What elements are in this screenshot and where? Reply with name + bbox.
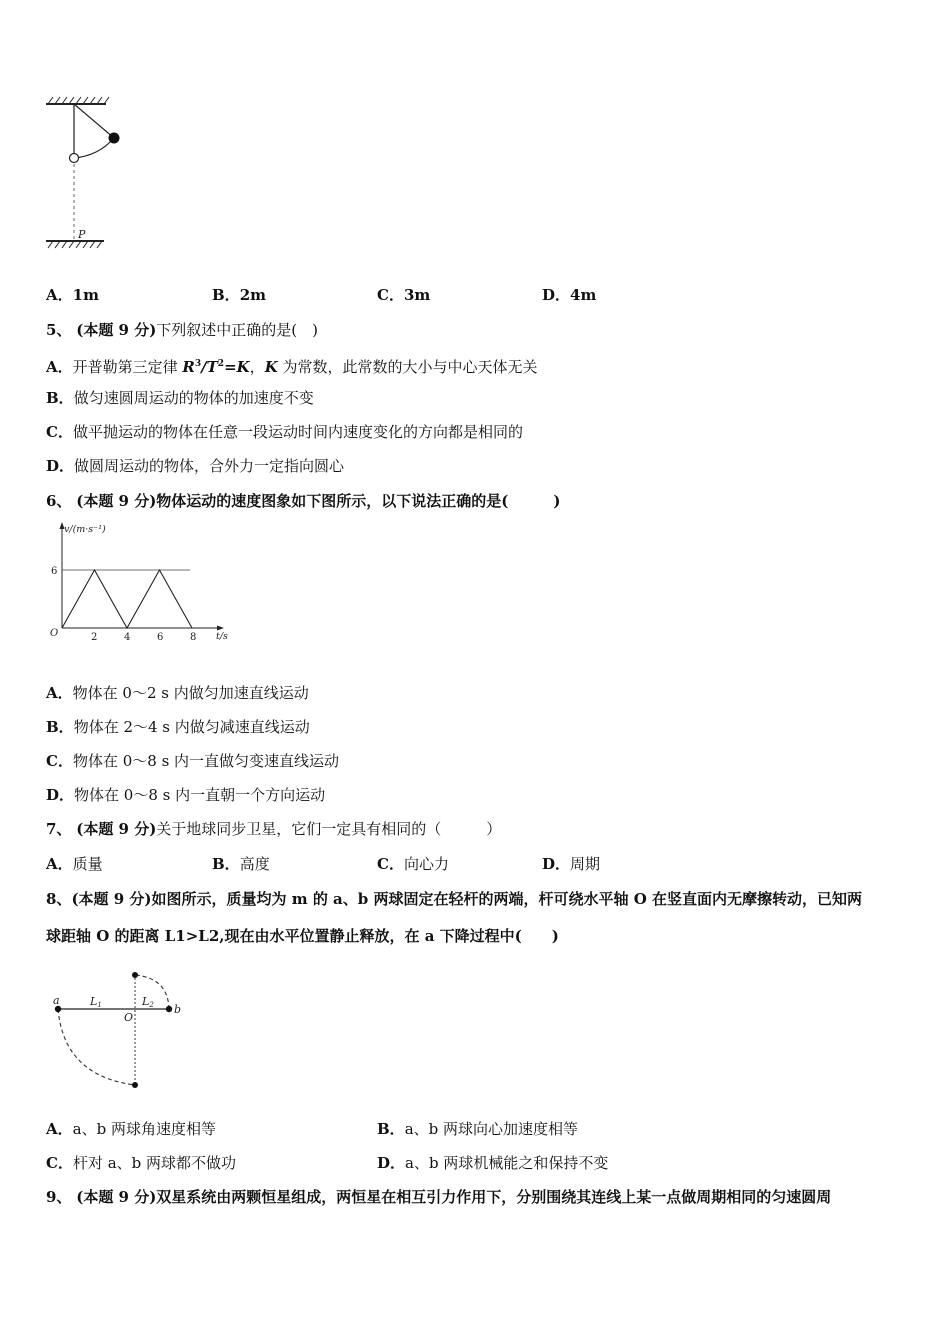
- q4-option-b[interactable]: B．2m: [212, 286, 266, 304]
- q8-option-d[interactable]: D．a、b 两球机械能之和保持不变: [377, 1154, 609, 1172]
- q6-option-a[interactable]: A．物体在 0～2 s 内做匀加速直线运动: [46, 684, 309, 702]
- ball-a-label: a: [53, 994, 60, 1007]
- rotating-rod-figure: [46, 968, 196, 1093]
- q5-option-b[interactable]: B．做匀速圆周运动的物体的加速度不变: [46, 389, 314, 407]
- q6-option-d[interactable]: D．物体在 0～8 s 内一直朝一个方向运动: [46, 786, 326, 804]
- x-tick-8: 8: [190, 632, 197, 643]
- q7-option-a[interactable]: A．质量: [46, 855, 103, 873]
- q6-option-c[interactable]: C．物体在 0～8 s 内一直做匀变速直线运动: [46, 752, 340, 770]
- pendulum-figure: [40, 92, 150, 252]
- length-l1-label: L1: [90, 995, 102, 1009]
- x-tick-6: 6: [157, 632, 164, 643]
- x-tick-4: 4: [124, 632, 131, 643]
- q8-option-a[interactable]: A．a、b 两球角速度相等: [46, 1120, 216, 1138]
- q5-option-c[interactable]: C．做平抛运动的物体在任意一段运动时间内速度变化的方向都是相同的: [46, 423, 523, 441]
- q5-option-d[interactable]: D．做圆周运动的物体，合外力一定指向圆心: [46, 457, 345, 475]
- q7-option-b[interactable]: B．高度: [212, 855, 270, 873]
- q4-option-c[interactable]: C．3m: [377, 286, 431, 304]
- q4-option-a[interactable]: A．1m: [46, 286, 99, 304]
- x-tick-2: 2: [91, 632, 98, 643]
- velocity-time-chart: [44, 518, 244, 646]
- q6-option-b[interactable]: B．物体在 2～4 s 内做匀减速直线运动: [46, 718, 310, 736]
- velocity-series-line: [62, 570, 192, 628]
- y-tick-6: 6: [51, 566, 58, 577]
- x-axis-label: t/s: [216, 631, 228, 642]
- q9-stem: 9、 (本题 9 分)双星系统由两颗恒星组成，两恒星在相互引力作用下，分别围绕其连线上某一点做周期相同的匀速圆周: [46, 1188, 832, 1206]
- q4-option-d[interactable]: D．4m: [542, 286, 597, 304]
- q5-option-a[interactable]: A．开普勒第三定律 $R^3/T^2=K$，K 为常数，此常数的大小与中心天体无关: [46, 358, 538, 376]
- q8-stem-line2: 球距轴 O 的距离 L1>L2,现在由水平位置静止释放，在 a 下降过程中( ): [46, 927, 559, 945]
- ball-b-label: b: [174, 1003, 182, 1016]
- q7-option-c[interactable]: C．向心力: [377, 855, 449, 873]
- q8-option-b[interactable]: B．a、b 两球向心加速度相等: [377, 1120, 579, 1138]
- q5-stem: 5、 (本题 9 分)下列叙述中正确的是( ): [46, 321, 319, 339]
- q8-stem-line1: 8、(本题 9 分)如图所示，质量均为 m 的 a、b 两球固定在轻杆的两端，杆可绕水平轴 O 在竖直面内无摩擦转动，已知两: [46, 890, 862, 908]
- q7-stem: 7、 (本题 9 分)关于地球同步卫星，它们一定具有相同的（ ）: [46, 820, 502, 838]
- y-axis-label: v/(m·s⁻¹): [64, 524, 106, 535]
- axis-o-label: O: [124, 1011, 134, 1024]
- length-l2-label: L2: [142, 995, 154, 1009]
- q6-stem: 6、 (本题 9 分)物体运动的速度图象如下图所示，以下说法正确的是( ): [46, 492, 561, 510]
- q8-option-c[interactable]: C．杆对 a、b 两球都不做功: [46, 1154, 237, 1172]
- floor-point-label: P: [78, 228, 86, 241]
- q7-option-d[interactable]: D．周期: [542, 855, 601, 873]
- origin-label: O: [50, 628, 59, 639]
